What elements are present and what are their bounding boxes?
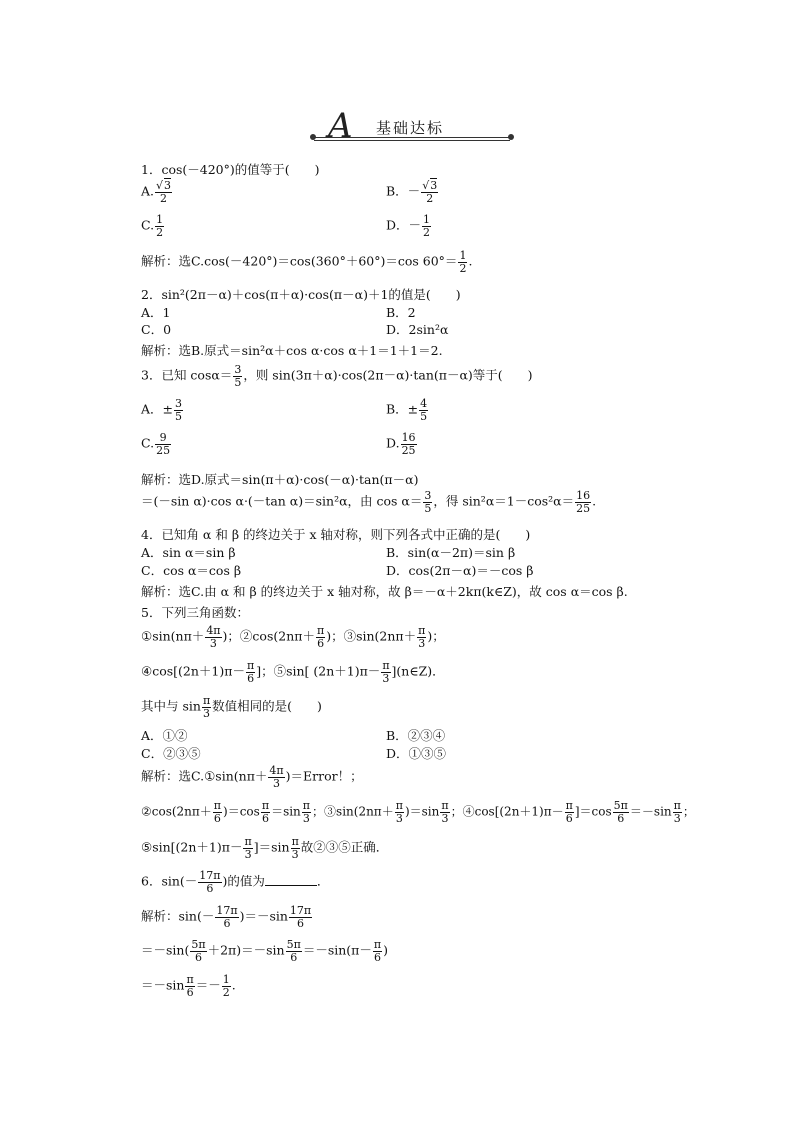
q3-solution-line1: 解析：选D.原式＝sin(π＋α)·cos(－α)·tan(π－α) bbox=[141, 472, 419, 487]
fraction: $\frac{1}{2}$ bbox=[459, 249, 467, 275]
fraction: $\frac{\pi}{3}$ bbox=[302, 799, 311, 825]
fraction: $\frac{3}{5}$ bbox=[234, 363, 242, 389]
q3-option-d: D. $\frac{16}{25}$ bbox=[386, 431, 416, 457]
q5-option-b: B．②③④ bbox=[386, 728, 446, 743]
fraction: $\frac{5\pi}{6}$ bbox=[191, 938, 206, 964]
fraction: $\frac{4\pi}{3}$ bbox=[206, 624, 221, 650]
q1-option-d: D．－ $\frac{1}{2}$ bbox=[386, 213, 431, 239]
fraction: $\frac{\pi}{6}$ bbox=[186, 973, 194, 999]
fraction: $\frac{3}{5}$ bbox=[424, 489, 432, 515]
q5-question: 其中与 sin $\frac{\pi}{3}$ 数值相同的是( ) bbox=[141, 694, 322, 720]
q4-option-c: C．cos α＝cos β bbox=[141, 563, 242, 578]
fraction: $\frac{\pi}{6}$ bbox=[261, 799, 270, 825]
fraction: $\frac{\pi}{6}$ bbox=[246, 659, 255, 685]
q4-solution: 解析：选C.由 α 和 β 的终边关于 x 轴对称，故 β＝－α＋2kπ(k∈Z)，故 cos α＝cos β. bbox=[141, 584, 628, 599]
header-dot-right bbox=[508, 134, 514, 140]
fraction: $\frac{1}{2}$ bbox=[156, 213, 164, 239]
header-dot-left bbox=[310, 134, 316, 140]
fraction: $\frac{\pi}{3}$ bbox=[395, 799, 403, 825]
q2-stem: 2．sin²(2π－α)＋cos(π＋α)·cos(π－α)＋1的值是( ) bbox=[141, 287, 461, 302]
q5-solution-line2: ②cos(2nπ＋ $\frac{\pi}{6}$ )＝cos $\frac{\pi}{6}$ ＝sin $\frac{\pi}{3}$ ；③sin(2nπ＋ $\frac{\pi}{3}$ )＝sin $\frac{\pi}{3}$ ；④cos[(2n＋1)π－ $\frac{\pi}{6}$ ]＝cos $\frac{5\pi}{6}$ ＝－sin $\frac{\pi}{3}$ ； bbox=[141, 799, 695, 825]
q5-list-line2: ④cos[(2n＋1)π－ $\frac{\pi}{6}$ ]；⑤sin[ (2n＋1)π－ $\frac{\pi}{3}$ ](n∈Z)． bbox=[141, 659, 445, 685]
fraction: $\frac{16}{25}$ bbox=[576, 489, 591, 515]
q3-stem: 3．已知 cosα＝ $\frac{3}{5}$ ，则 sin(3π＋α)·cos(2π－α)·tan(π－α)等于( ) bbox=[141, 363, 533, 389]
q6-stem: 6．sin(－ $\frac{17\pi}{6}$ )的值为 ． bbox=[141, 869, 330, 895]
q2-option-c: C．0 bbox=[141, 322, 172, 337]
fraction: $\frac{\pi}{6}$ bbox=[373, 938, 382, 964]
fraction: $\frac{\pi}{3}$ bbox=[291, 835, 299, 861]
q5-option-c: C．②③⑤ bbox=[141, 746, 201, 761]
fraction: $\frac{√3}{2}$ bbox=[422, 179, 438, 205]
q2-option-a: A．1 bbox=[141, 305, 171, 320]
q5-option-a: A．①② bbox=[141, 728, 188, 743]
header-rule-thin bbox=[314, 140, 510, 141]
fraction: $\frac{\pi}{6}$ bbox=[213, 799, 222, 825]
q2-option-d: D．2sin²α bbox=[386, 322, 449, 337]
q2-solution: 解析：选B.原式＝sin²α＋cos α·cos α＋1＝1＋1＝2. bbox=[141, 343, 443, 358]
q3-option-a: A．± $\frac{3}{5}$ bbox=[141, 397, 183, 423]
q6-solution-line3: ＝－sin $\frac{\pi}{6}$ ＝－ $\frac{1}{2}$ . bbox=[141, 973, 236, 999]
answer-blank bbox=[265, 885, 317, 886]
q6-solution-line1: 解析：sin(－ $\frac{17\pi}{6}$ )＝－sin $\frac{17\pi}{6}$ bbox=[141, 904, 312, 930]
fraction: $\frac{\pi}{3}$ bbox=[244, 835, 252, 861]
fraction: $\frac{4}{5}$ bbox=[420, 397, 428, 423]
fraction: $\frac{√3}{2}$ bbox=[156, 179, 172, 205]
q5-list-line1: ①sin(nπ＋ $\frac{4\pi}{3}$ )；②cos(2nπ＋ $\frac{\pi}{6}$ )；③sin(2nπ＋ $\frac{\pi}{3}$ )； bbox=[141, 624, 445, 650]
fraction: $\frac{3}{5}$ bbox=[175, 397, 183, 423]
q5-option-d: D．①③⑤ bbox=[386, 746, 447, 761]
fraction: $\frac{\pi}{3}$ bbox=[418, 624, 426, 650]
q5-solution-line1: 解析：选C.①sin(nπ＋ $\frac{4\pi}{3}$ )＝Error！； bbox=[141, 764, 363, 790]
q1-option-b: B．－ $\frac{√3}{2}$ bbox=[386, 179, 438, 205]
fraction: $\frac{1}{2}$ bbox=[423, 213, 431, 239]
q1-stem: 1．cos(－420°)的值等于( ) bbox=[141, 162, 320, 177]
q3-option-c: C. $\frac{9}{25}$ bbox=[141, 431, 171, 457]
section-title: 基础达标 bbox=[376, 119, 445, 137]
fraction: $\frac{\pi}{6}$ bbox=[316, 624, 325, 650]
section-header bbox=[310, 106, 510, 146]
fraction: $\frac{\pi}{3}$ bbox=[202, 694, 211, 720]
q1-option-a: A. $\frac{√3}{2}$ bbox=[141, 179, 172, 205]
q1-solution: 解析：选C.cos(－420°)＝cos(360°＋60°)＝cos 60°＝ $\frac{1}{2}$ . bbox=[141, 249, 473, 275]
fraction: $\frac{4\pi}{3}$ bbox=[269, 764, 284, 790]
q2-option-b: B．2 bbox=[386, 305, 416, 320]
q3-option-b: B．± $\frac{4}{5}$ bbox=[386, 397, 428, 423]
q3-solution-line2: ＝(－sin α)·cos α·(－tan α)＝sin²α，由 cos α＝ $\frac{3}{5}$ ，得 sin²α＝1－cos²α＝ $\frac{16}{25}$ . bbox=[141, 489, 597, 515]
q4-stem: 4．已知角 α 和 β 的终边关于 x 轴对称，则下列各式中正确的是( ) bbox=[141, 527, 531, 542]
fraction: $\frac{17\pi}{6}$ bbox=[289, 904, 312, 930]
fraction: $\frac{17\pi}{6}$ bbox=[199, 869, 221, 895]
fraction: $\frac{9}{25}$ bbox=[156, 431, 171, 457]
fraction: $\frac{\pi}{6}$ bbox=[565, 799, 573, 825]
q4-option-d: D．cos(2π－α)＝－cos β bbox=[386, 563, 534, 578]
fraction: $\frac{17\pi}{6}$ bbox=[216, 904, 238, 930]
fraction: $\frac{\pi}{3}$ bbox=[673, 799, 681, 825]
q4-option-b: B．sin(α－2π)＝sin β bbox=[386, 545, 516, 560]
header-rule bbox=[314, 137, 510, 138]
section-letter: A bbox=[328, 106, 353, 146]
q5-stem: 5．下列三角函数： bbox=[141, 605, 249, 620]
fraction: $\frac{5\pi}{6}$ bbox=[613, 799, 628, 825]
fraction: $\frac{16}{25}$ bbox=[401, 431, 416, 457]
q5-solution-line3: ⑤sin[(2n＋1)π－ $\frac{\pi}{3}$ ]＝sin $\frac{\pi}{3}$ 故②③⑤正确． bbox=[141, 835, 389, 861]
q1-option-c: C. $\frac{1}{2}$ bbox=[141, 213, 164, 239]
fraction: $\frac{\pi}{3}$ bbox=[441, 799, 449, 825]
fraction: $\frac{1}{2}$ bbox=[222, 973, 230, 999]
q4-option-a: A．sin α＝sin β bbox=[141, 545, 236, 560]
q6-solution-line2: ＝－sin( $\frac{5\pi}{6}$ ＋2π)＝－sin $\frac{5\pi}{6}$ ＝－sin(π－ $\frac{\pi}{6}$ ) bbox=[141, 938, 389, 964]
fraction: $\frac{5\pi}{6}$ bbox=[286, 938, 301, 964]
fraction: $\frac{\pi}{3}$ bbox=[382, 659, 390, 685]
